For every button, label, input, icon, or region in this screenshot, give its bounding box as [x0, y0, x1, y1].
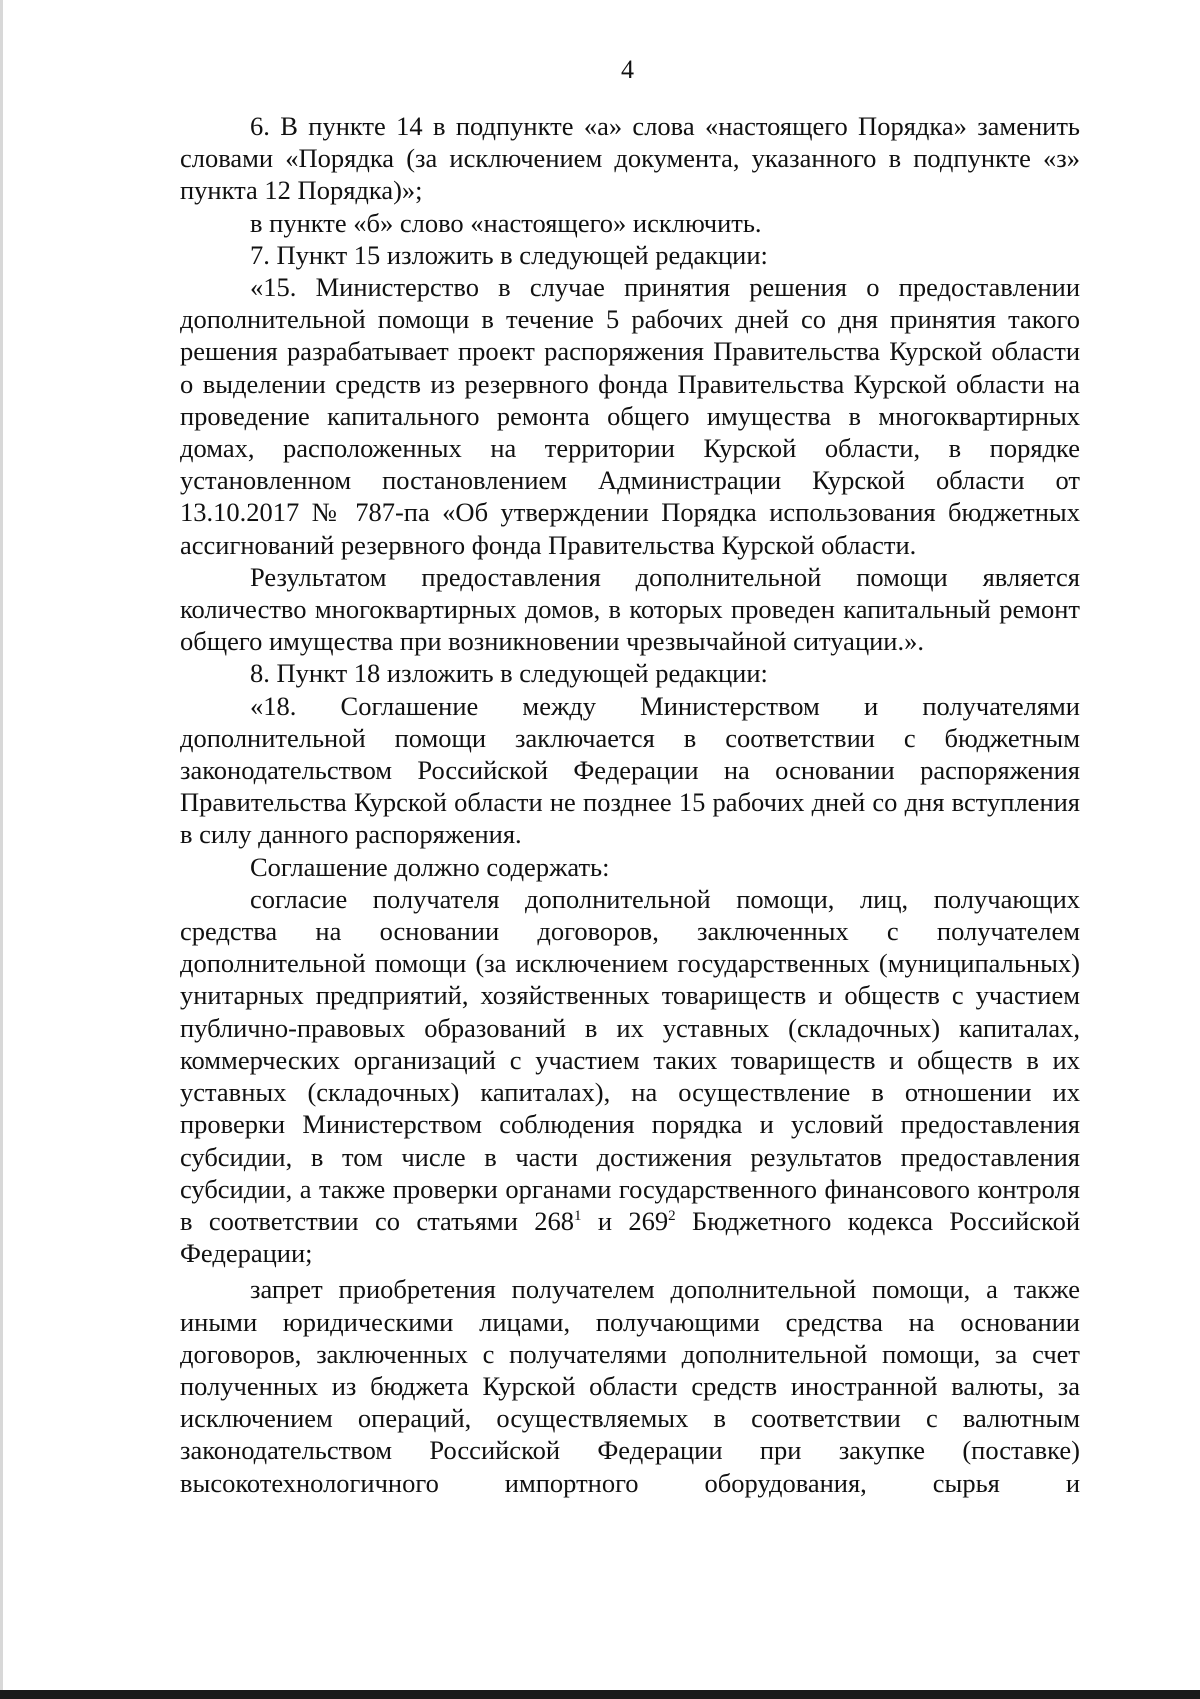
paragraph-clause-18: «18. Соглашение между Министерством и получателями дополнительной помощи заключается в соответствии с бюджетным законодательством Российской Федерации на основании распоряжения Правительства Курской области не позднее 15 рабочих дней со дня вступления в силу данного распоряжения. — [180, 690, 1080, 850]
paragraph-item-7: 7. Пункт 15 изложить в следующей редакции: — [250, 239, 768, 270]
paragraph-agreement-content: Соглашение должно содержать: — [250, 851, 610, 882]
scan-bottom-edge — [0, 1690, 1200, 1699]
paragraph-currency-ban: запрет приобретения получателем дополнительной помощи, а также иными юридическими лицами, получающими средства на основании договоров, заключенных с получателями дополнительной помощи, за счет полученных из бюджета Курской области средств иностранной валюты, за исключением операций, осуществляемых в соответствии с валютным законодательством Российской Федерации при закупке (поставке) высокотехнологичного импортного оборудования, сырья и — [180, 1274, 1080, 1498]
consent-text-after: Бюджетного кодекса Российской Федерации; — [180, 1205, 1080, 1269]
paragraph-clause-15: «15. Министерство в случае принятия решения о предоставлении дополнительной помощи в течение 5 рабочих дней со дня принятия такого решения разрабатывает проект распоряжения Правительства Курской области о выделении средств из резервного фонда Правительства Курской области на проведение капитального ремонта общего имущества в многоквартирных домах, расположенных на территории Курской области, в порядке установленном постановлением Администрации Курской области от 13.10.2017 № 787-па «Об утверждении Порядка использования бюджетных ассигнований резервного фонда Правительства Курской области. — [180, 272, 1080, 560]
superscript-1: 1 — [574, 1207, 582, 1224]
paragraph-item-8: 8. Пункт 18 изложить в следующей редакции: — [250, 658, 768, 689]
superscript-2: 2 — [668, 1207, 676, 1224]
document-body — [180, 110, 1080, 1499]
scan-left-edge — [0, 0, 3, 1699]
paragraph-consent — [180, 883, 1080, 1269]
paragraph-item-6: 6. В пункте 14 в подпункте «а» слова «настоящего Порядка» заменить словами «Порядка (за исключением документа, указанного в подпункте «з» пункта 12 Порядка)»; — [180, 111, 1080, 206]
consent-text-before: согласие получателя дополнительной помощи, лиц, получающих средства на основании договоров, заключенных с получателем дополнительной помощи (за исключением государственных (муниципальных) унитарных предприятий, хозяйственных товариществ и обществ с участием публично-правовых образований в их уставных (складочных) капиталах, коммерческих организаций с участием таких товариществ и обществ в их уставных (складочных) капиталах), на осуществление в отношении их проверки Министерством соблюдения порядка и условий предоставления субсидии, в том числе в части достижения результатов предоставления субсидии, а также проверки органами государственного финансового контроля в соответствии со статьями 268 — [180, 883, 1080, 1236]
paragraph-result: Результатом предоставления дополнительной помощи является количество многоквартирных домов, в которых проведен капитальный ремонт общего имущества при возникновении чрезвычайной ситуации.». — [180, 561, 1080, 657]
page-number: 4 — [621, 55, 634, 84]
paragraph-item-6-b: в пункте «б» слово «настоящего» исключить. — [250, 207, 762, 238]
consent-text-middle: и 269 — [581, 1205, 669, 1236]
